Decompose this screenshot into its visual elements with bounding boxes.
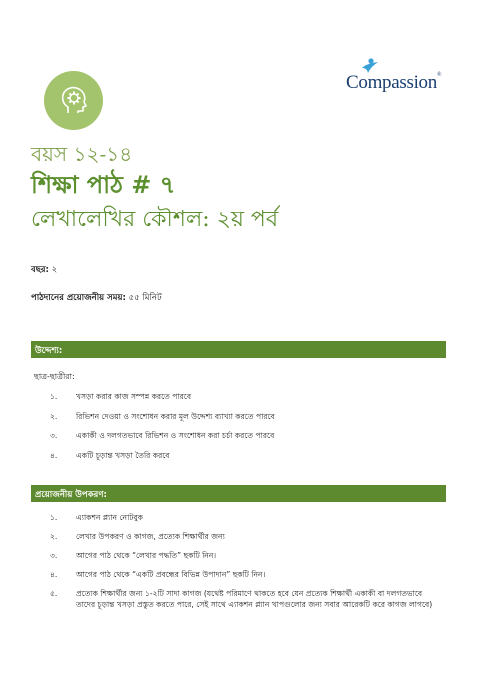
materials-list: [50, 512, 440, 618]
item-text: আগের পাঠ থেকে “একটি প্রবন্ধের বিভিন্ন উপাদান” ছকটি নিন।: [76, 570, 266, 579]
list-item: [50, 569, 440, 580]
year-line: [31, 263, 57, 277]
logo-text: Compassion®: [346, 72, 442, 93]
list-item: [50, 450, 275, 461]
item-text: এ্যাকশন প্ল্যান নোটবুক: [76, 513, 143, 522]
age-range: বয়স ১২-১৪: [31, 142, 133, 166]
item-text: একাকী ও দলগতভাবে রিভিশন ও সংশোধন করা চর্চা করতে পারবে: [76, 431, 275, 440]
year-value: ২: [51, 265, 58, 275]
item-text: লেখার উপকরণ ও কাগজ, প্রত্যেক শিক্ষার্থীর জন্য: [76, 532, 225, 541]
item-number: ৩.: [50, 551, 58, 560]
item-text: প্রত্যেক শিক্ষার্থীর জন্য ১-২টি সাদা কাগজ (যথেষ্ট পরিমাণে থাকতে হবে যেন প্রত্যেক শিক্ষার্থী একাকী বা দলগতভাবে তাদের চূড়ান্ত খসড়া প্রস্তুত করতে পারে, সেই সাথে এ্যাকশন প্ল্যান খাপগুলোর জন্য সবার আরেকটি করে কাগজ লাগবে): [76, 589, 433, 609]
list-item: [50, 588, 440, 610]
objectives-heading: উদ্দেশ্য:: [31, 341, 446, 358]
list-item: [50, 411, 275, 422]
time-line: [31, 291, 162, 305]
item-text: খসড়া করার কাজ সম্পন্ন করতে পারবে: [76, 392, 192, 401]
list-item: [50, 391, 275, 402]
item-number: ১.: [50, 392, 58, 401]
item-number: ১.: [50, 513, 58, 522]
item-text: আগের পাঠ থেকে “লেখার পদ্ধতি” ছকটি নিন।: [76, 551, 217, 560]
item-number: ৪.: [50, 570, 58, 579]
list-item: [50, 512, 440, 523]
time-label: পাঠদানের প্রয়োজনীয় সময়:: [31, 293, 126, 303]
head-gear-icon: [44, 71, 103, 130]
list-item: [50, 531, 440, 542]
item-text: রিভিশন দেওয়া ও সংশোধন করার মূল উদ্দেশ্য ব্যাখ্যা করতে পারবে: [76, 411, 275, 421]
lesson-title: লেখালেখির কৌশল: ২য় পর্ব: [31, 207, 279, 232]
time-value: ৫৫ মিনিট: [128, 293, 162, 303]
list-item: [50, 430, 275, 441]
lesson-number: শিক্ষা পাঠ # ৭: [31, 170, 176, 199]
year-label: বছর:: [31, 265, 49, 275]
item-number: ৫.: [50, 589, 58, 598]
objectives-intro: ছাত্র-ছাত্রীরা:: [34, 372, 75, 381]
list-item: [50, 550, 440, 561]
item-number: ২.: [50, 411, 58, 421]
item-number: ৪.: [50, 450, 58, 460]
item-text: একটি চূড়ান্ত খসড়া তৈরি করবে: [76, 450, 170, 460]
objectives-list: [50, 391, 275, 469]
compassion-logo: [346, 58, 446, 98]
item-number: ৩.: [50, 431, 58, 440]
materials-heading: প্রয়োজনীয় উপকরণ:: [31, 485, 446, 502]
item-number: ২.: [50, 532, 58, 541]
